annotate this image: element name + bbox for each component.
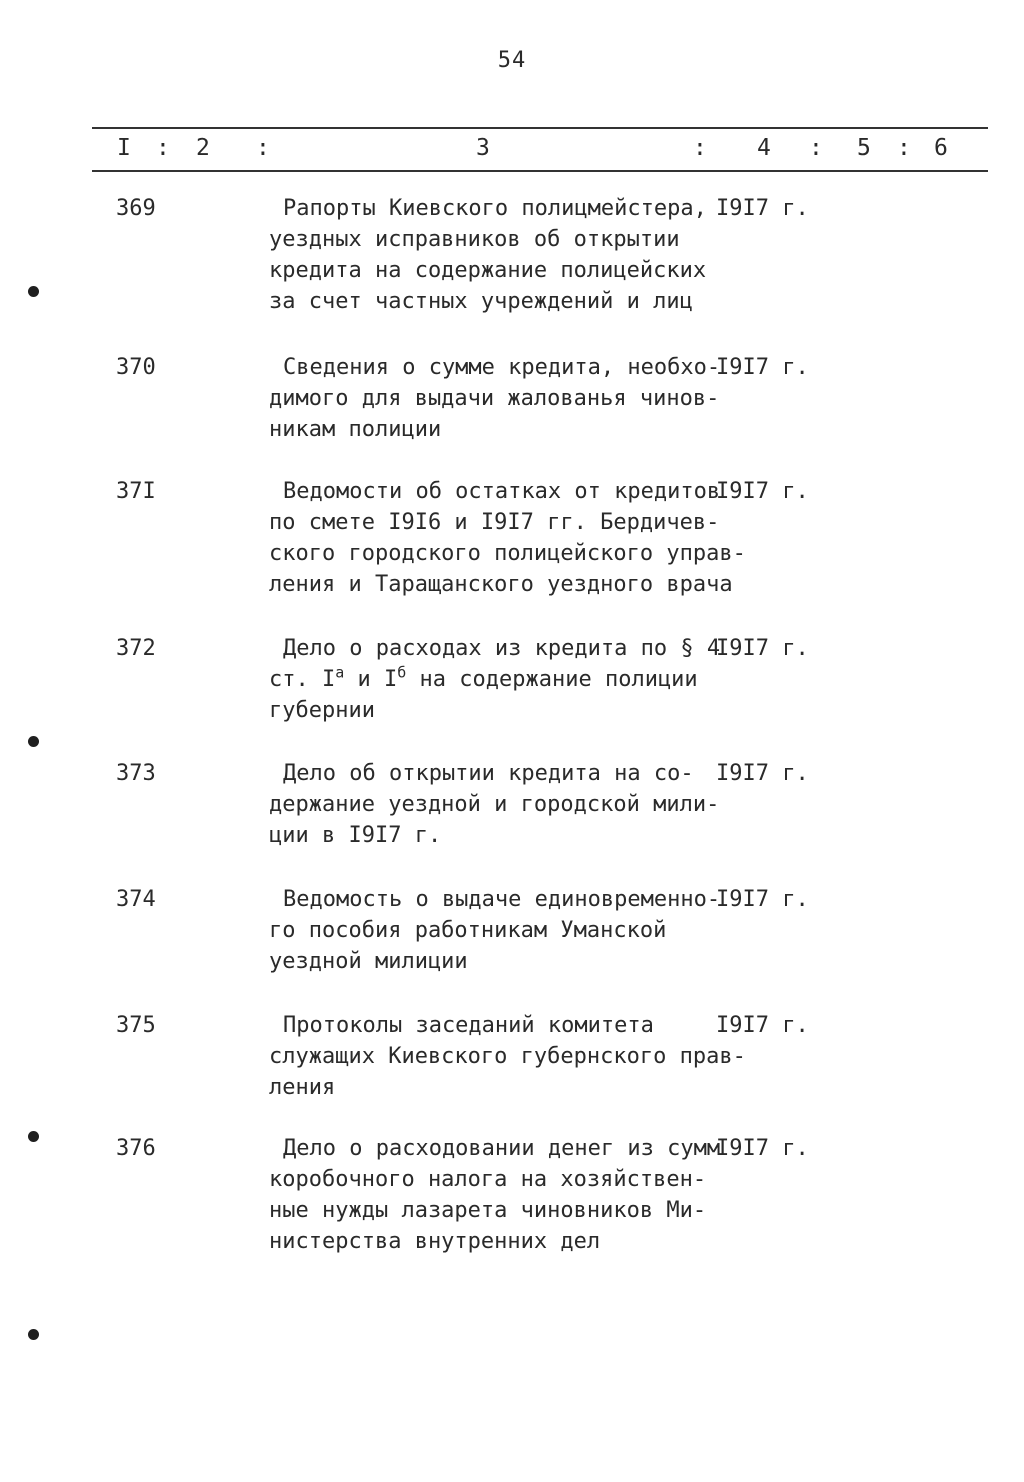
row-description [269, 1010, 746, 1103]
superscript-a: а [335, 663, 345, 682]
punch-hole [28, 736, 39, 747]
row-number: 374 [116, 887, 156, 912]
row-description [269, 352, 719, 445]
description-line: Дело о расходовании денег из сумм [283, 1136, 721, 1161]
description-line: ского городского полицейского управ- [269, 541, 746, 566]
row-date: I9I7 г. [716, 1136, 809, 1161]
description-line: никам полиции [269, 417, 442, 442]
description-line: ные нужды лазарета чиновников Ми- [269, 1198, 707, 1223]
description-line: Дело об открытии кредита на со- [283, 761, 694, 786]
header-rule-bottom [92, 170, 988, 172]
description-line: уездных исправников об открытии [269, 227, 680, 252]
punch-hole [28, 1131, 39, 1142]
row-description [269, 1133, 719, 1257]
row-description [269, 633, 719, 726]
column-separator: : [693, 135, 707, 161]
row-number: 370 [116, 355, 156, 380]
row-number: 376 [116, 1136, 156, 1161]
description-line: служащих Киевского губернского прав- [269, 1044, 746, 1069]
punch-hole [28, 286, 39, 297]
row-description [269, 193, 719, 317]
column-header-3: 3 [476, 135, 490, 161]
description-line: коробочного налога на хозяйствен- [269, 1167, 707, 1192]
description-line: Сведения о сумме кредита, необхо- [283, 355, 721, 380]
description-line: Дело о расходах из кредита по § 4 [283, 636, 721, 661]
column-header-2: 2 [196, 135, 210, 161]
description-line: уездной милиции [269, 949, 468, 974]
description-line: губернии [269, 698, 375, 723]
description-line: ления и Таращанского уездного врача [269, 572, 733, 597]
column-separator: : [156, 135, 170, 161]
description-line: Протоколы заседаний комитета [283, 1013, 654, 1038]
description-line: го пособия работникам Уманской [269, 918, 667, 943]
column-header-5: 5 [857, 135, 871, 161]
row-number: 37I [116, 479, 156, 504]
row-date: I9I7 г. [716, 887, 809, 912]
header-rule-top [92, 127, 988, 129]
description-line: Ведомости об остатках от кредитов [283, 479, 721, 504]
row-date: I9I7 г. [716, 761, 809, 786]
row-number: 372 [116, 636, 156, 661]
superscript-b: б [397, 663, 407, 682]
row-description [269, 758, 719, 851]
description-line: ления [269, 1075, 336, 1100]
column-separator: : [897, 135, 911, 161]
text-fragment: и I [344, 667, 398, 692]
column-header-6: 6 [934, 135, 948, 161]
row-date: I9I7 г. [716, 355, 809, 380]
row-number: 373 [116, 761, 156, 786]
description-line: за счет частных учреждений и лиц [269, 289, 693, 314]
column-separator: : [256, 135, 270, 161]
description-line [269, 664, 719, 695]
row-date: I9I7 г. [716, 1013, 809, 1038]
page-number: 54 [497, 48, 527, 73]
row-number: 369 [116, 196, 156, 221]
description-line: димого для выдачи жалованья чинов- [269, 386, 720, 411]
description-line: кредита на содержание полицейских [269, 258, 707, 283]
row-description [269, 476, 746, 600]
column-header-4: 4 [757, 135, 771, 161]
description-line: Ведомость о выдаче единовременно- [283, 887, 721, 912]
row-description [269, 884, 719, 977]
description-line: нистерства внутренних дел [269, 1229, 601, 1254]
text-fragment: ст. I [269, 667, 336, 692]
punch-hole [28, 1329, 39, 1340]
description-line: держание уездной и городской мили- [269, 792, 720, 817]
row-date: I9I7 г. [716, 479, 809, 504]
text-fragment: на содержание полиции [406, 667, 698, 692]
column-separator: : [809, 135, 823, 161]
row-date: I9I7 г. [716, 196, 809, 221]
description-line: по смете I9I6 и I9I7 гг. Бердичев- [269, 510, 720, 535]
column-header-1: I [117, 135, 131, 161]
description-line: ции в I9I7 г. [269, 823, 442, 848]
row-date: I9I7 г. [716, 636, 809, 661]
description-line: Рапорты Киевского полицмейстера, [283, 196, 707, 221]
row-number: 375 [116, 1013, 156, 1038]
